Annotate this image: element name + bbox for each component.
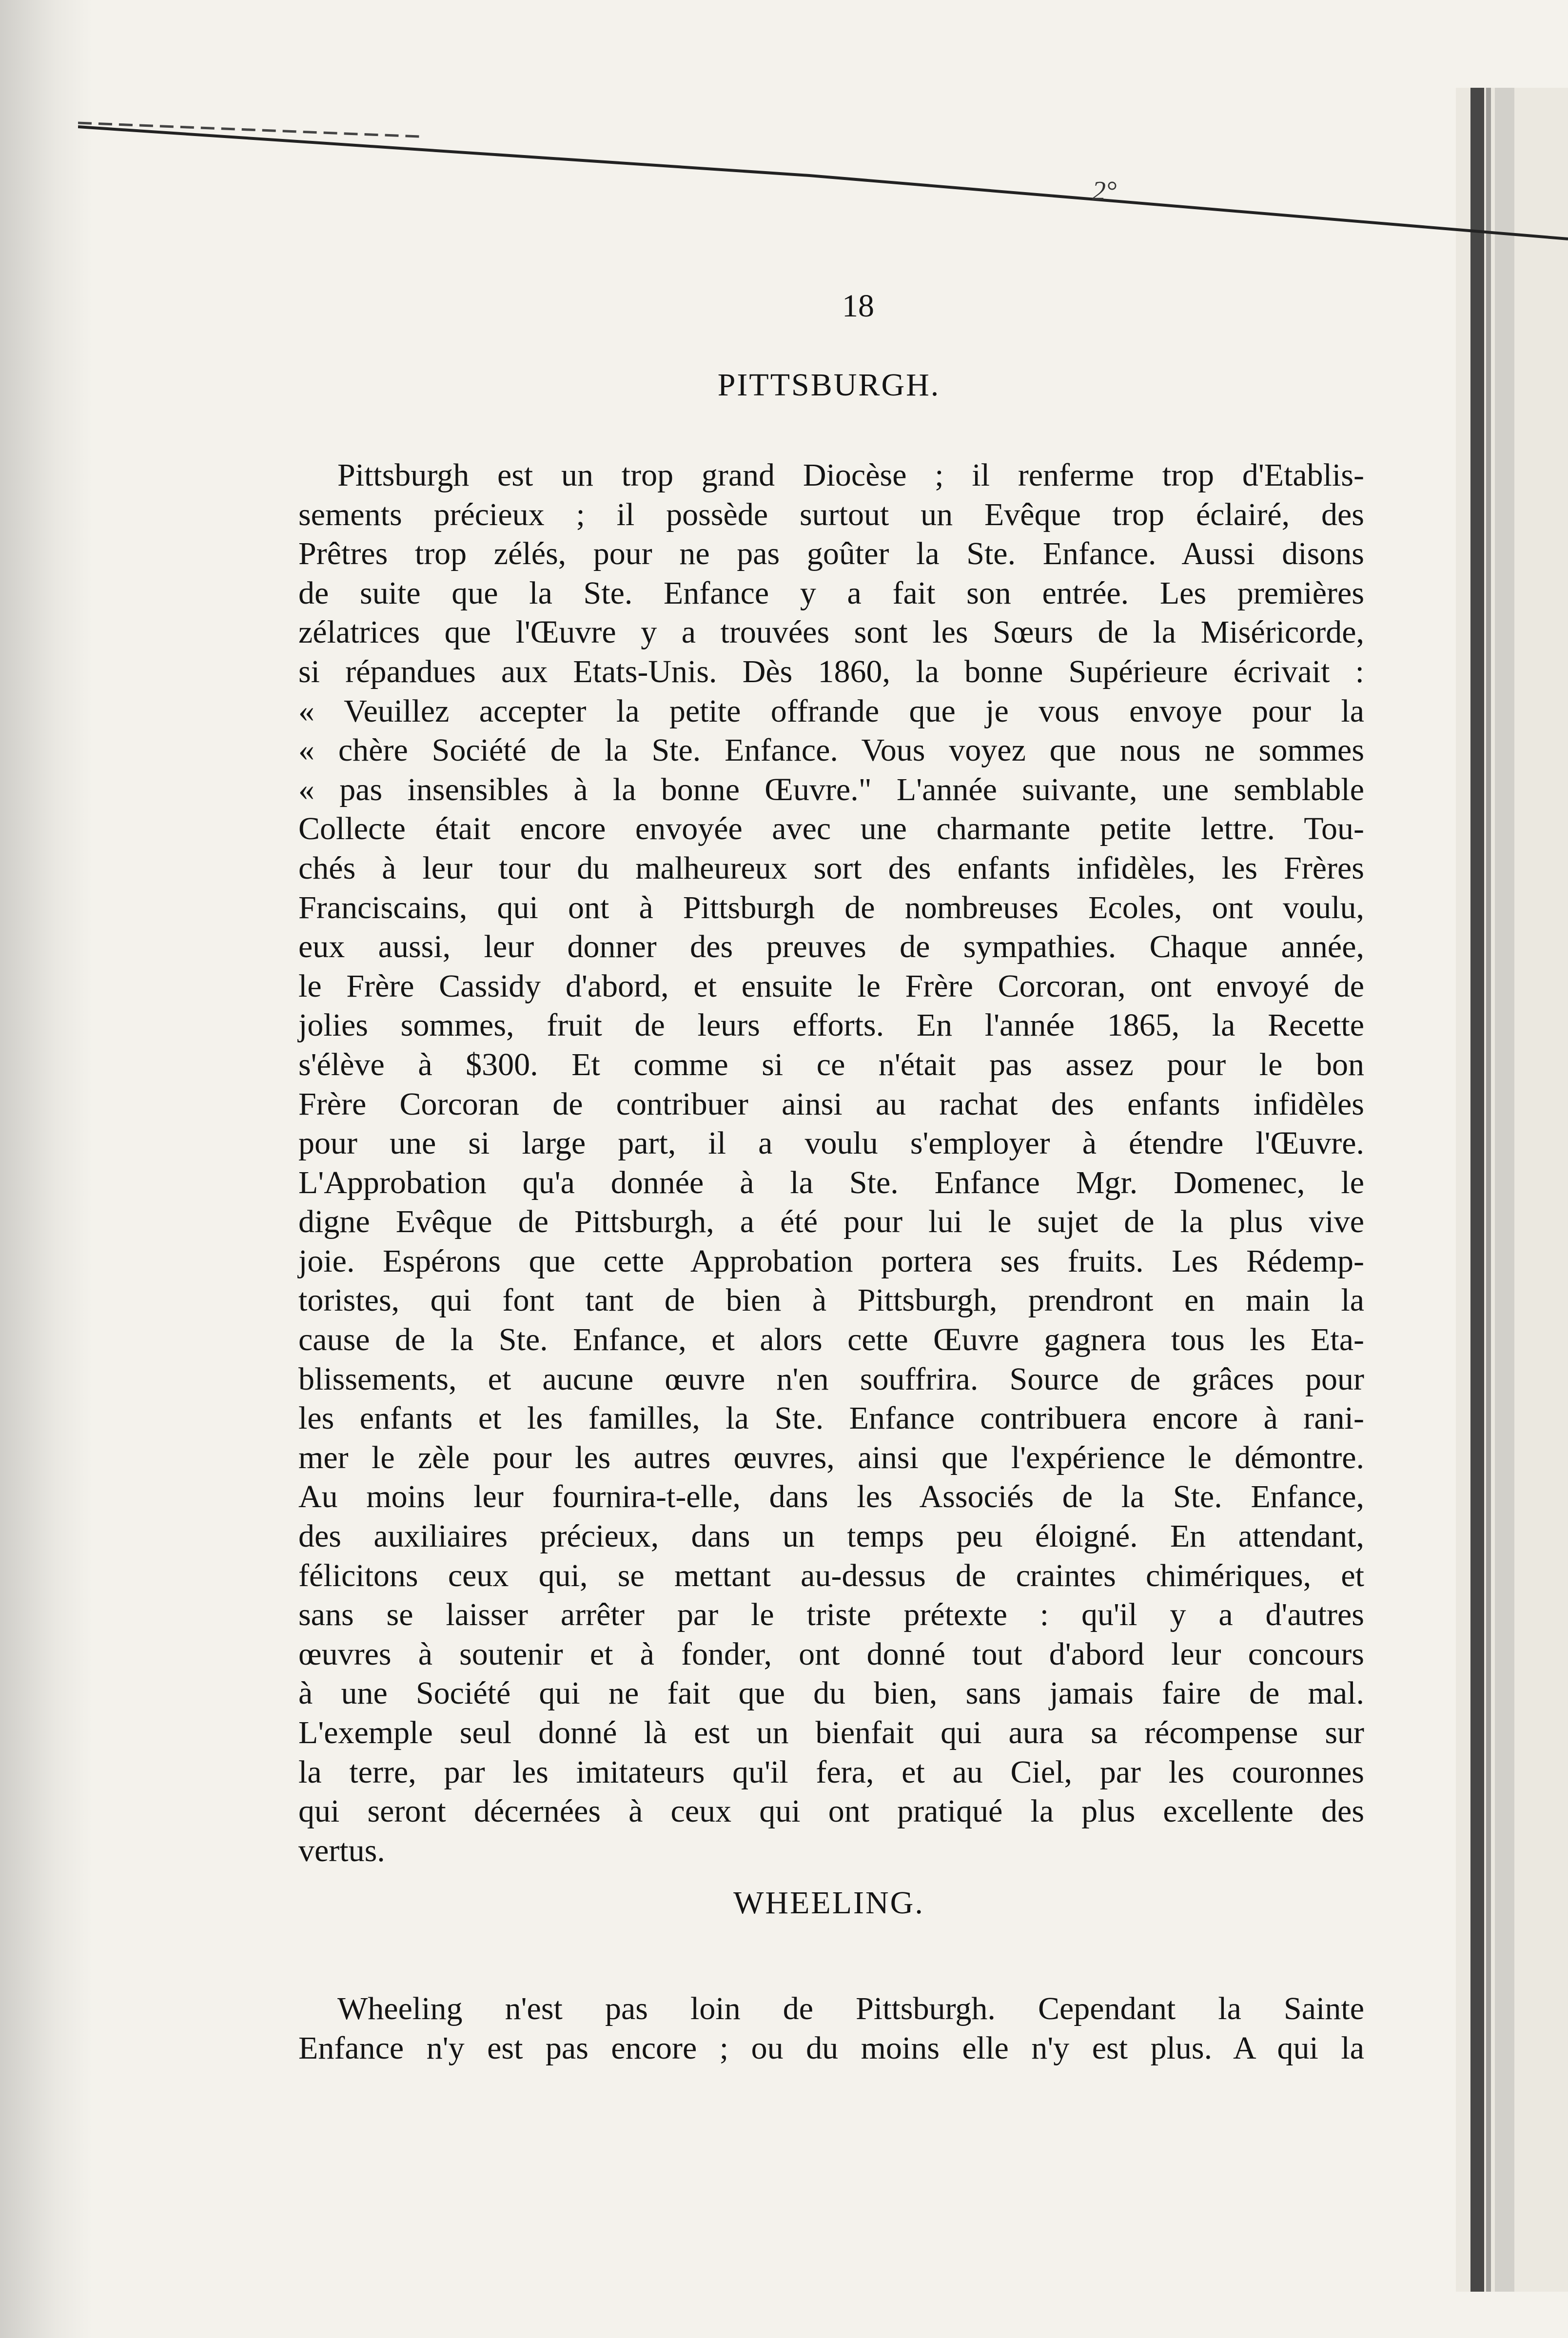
text-line: vertus. (298, 1832, 385, 1868)
text-line: si répandues aux Etats-Unis. Dès 1860, la bonne Supérieure écrivait : (298, 653, 1364, 689)
text-line: zélatrices que l'Œuvre y a trouvées sont les Sœurs de la Miséricorde, (298, 614, 1364, 650)
text-line: Prêtres trop zélés, pour ne pas goûter la Ste. Enfance. Aussi disons (298, 536, 1364, 572)
text-line: le Frère Cassidy d'abord, et ensuite le Frère Corcoran, ont envoyé de (298, 968, 1364, 1004)
text-line: toristes, qui font tant de bien à Pittsburgh, prendront en main la (298, 1282, 1364, 1318)
text-line: Frère Corcoran de contribuer ainsi au rachat des enfants infidèles (298, 1086, 1364, 1122)
text-line: les enfants et les familles, la Ste. Enfance contribuera encore à rani- (298, 1400, 1364, 1436)
text-line: à une Société qui ne fait que du bien, sans jamais faire de mal. (298, 1675, 1364, 1711)
text-line: eux aussi, leur donner des preuves de sympathies. Chaque année, (298, 929, 1364, 965)
text-line: Franciscains, qui ont à Pittsburgh de nombreuses Ecoles, ont voulu, (298, 889, 1364, 925)
text-line: pour une si large part, il a voulu s'employer à étendre l'Œuvre. (298, 1125, 1364, 1161)
page-number: 18 (842, 288, 874, 324)
header-rule-and-margin-mark (78, 117, 1568, 254)
text-line: Collecte était encore envoyée avec une charmante petite lettre. Tou- (298, 811, 1364, 847)
text-line: félicitons ceux qui, se mettant au-dessus de craintes chimériques, et (298, 1557, 1364, 1593)
text-line: joie. Espérons que cette Approbation portera ses fruits. Les Rédemp- (298, 1243, 1364, 1279)
section-body-pittsburgh (298, 456, 1364, 1870)
text-line: qui seront décernées à ceux qui ont pratiqué la plus excellente des (298, 1793, 1364, 1829)
text-line: digne Evêque de Pittsburgh, a été pour lui le sujet de la plus vive (298, 1204, 1364, 1240)
text-line: L'exemple seul donné là est un bienfait qui aura sa récompense sur (298, 1715, 1364, 1750)
scan-right-edge-shadow (1456, 88, 1568, 2292)
text-line: sements précieux ; il possède surtout un Evêque trop éclairé, des (298, 496, 1364, 532)
scan-left-edge-shadow (0, 0, 93, 2338)
text-line: chés à leur tour du malheureux sort des enfants infidèles, les Frères (298, 850, 1364, 886)
text-line: L'Approbation qu'a donnée à la Ste. Enfance Mgr. Domenec, le (298, 1164, 1364, 1200)
text-line: sans se laisser arrêter par le triste prétexte : qu'il y a d'autres (298, 1597, 1364, 1633)
text-line: Au moins leur fournira-t-elle, dans les Associés de la Ste. Enfance, (298, 1479, 1364, 1515)
section-heading-pittsburgh: PITTSBURGH. (717, 367, 941, 403)
text-line: cause de la Ste. Enfance, et alors cette Œuvre gagnera tous les Eta- (298, 1322, 1364, 1358)
text-line: mer le zèle pour les autres œuvres, ainsi que l'expérience le démontre. (298, 1439, 1364, 1475)
text-line: « Veuillez accepter la petite offrande que je vous envoye pour la (298, 693, 1364, 729)
text-line: œuvres à soutenir et à fonder, ont donné tout d'abord leur concours (298, 1636, 1364, 1672)
text-line: la terre, par les imitateurs qu'il fera, et au Ciel, par les couronnes (298, 1754, 1364, 1790)
text-line: jolies sommes, fruit de leurs efforts. En l'année 1865, la Recette (298, 1007, 1364, 1043)
margin-mark: 2° (1092, 176, 1117, 206)
text-line: blissements, et aucune œuvre n'en souffrira. Source de grâces pour (298, 1361, 1364, 1397)
text-line: « pas insensibles à la bonne Œuvre." L'année suivante, une semblable (298, 771, 1364, 807)
text-line: « chère Société de la Ste. Enfance. Vous voyez que nous ne sommes (298, 732, 1364, 768)
section-heading-wheeling: WHEELING. (733, 1885, 924, 1921)
text-line: Enfance n'y est pas encore ; ou du moins elle n'y est plus. A qui la (298, 2030, 1364, 2066)
text-line: Pittsburgh est un trop grand Diocèse ; il renferme trop d'Etablis- (337, 457, 1364, 493)
section-body-wheeling (298, 1989, 1364, 2068)
text-line: de suite que la Ste. Enfance y a fait son entrée. Les premières (298, 575, 1364, 611)
text-line: Wheeling n'est pas loin de Pittsburgh. Cependant la Sainte (337, 1991, 1364, 2026)
text-line: s'élève à $300. Et comme si ce n'était pas assez pour le bon (298, 1046, 1364, 1082)
text-line: des auxiliaires précieux, dans un temps peu éloigné. En attendant, (298, 1518, 1364, 1554)
